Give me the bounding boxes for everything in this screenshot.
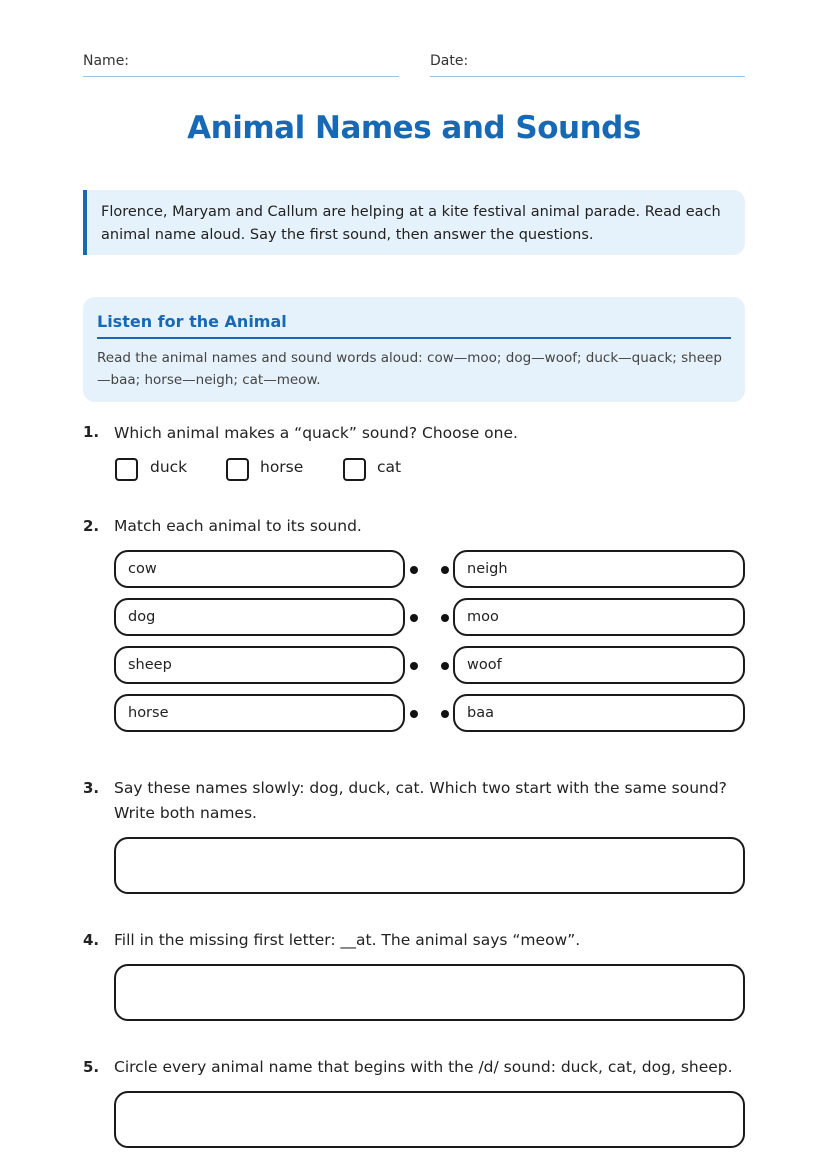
listen-body: Read the animal names and sound words aloud: cow—moo; dog—woof; duck—quack; sheep—baa; horse—neigh; cat—meow. [97,350,722,388]
q5-answer-box[interactable] [114,1091,745,1148]
match-right-woof: woof [453,646,745,684]
match-right-baa: baa [453,694,745,732]
q1-option-duck: duck [150,458,188,476]
q1-checkbox-duck[interactable] [115,458,138,481]
q2-text: Match each animal to its sound. [114,517,362,535]
intro-text: Florence, Maryam and Callum are helping at a kite festival animal parade. Read each animal name aloud. Say the first sound, then answer the questions. [101,204,721,243]
q1-option-horse: horse [260,458,304,476]
match-right-dot[interactable] [441,614,449,622]
q3-text: Say these names slowly: dog, duck, cat. Which two start with the same sound? Write both names. [114,779,727,822]
q1-checkbox-horse[interactable] [226,458,249,481]
match-right-dot[interactable] [441,710,449,718]
date-line[interactable] [430,76,745,77]
q5-number: 5. [83,1058,100,1076]
q1-checkbox-cat[interactable] [343,458,366,481]
date-label: Date: [430,53,469,69]
match-right-neigh: neigh [453,550,745,588]
name-label: Name: [83,53,130,69]
match-right-dot[interactable] [441,566,449,574]
q3-answer-box[interactable] [114,837,745,894]
q1-text: Which animal makes a “quack” sound? Choose one. [114,424,518,442]
match-left-dot[interactable] [410,710,418,718]
name-line[interactable] [83,76,399,77]
match-right-moo: moo [453,598,745,636]
match-left-dog: dog [114,598,405,636]
match-left-cow: cow [114,550,405,588]
intro-box [83,190,745,255]
match-left-horse: horse [114,694,405,732]
q2-number: 2. [83,517,100,535]
match-left-dot[interactable] [410,614,418,622]
q1-option-cat: cat [377,458,402,476]
match-left-dot[interactable] [410,662,418,670]
q4-text: Fill in the missing first letter: __at. The animal says “meow”. [114,931,581,949]
q4-number: 4. [83,931,100,949]
q4-answer-box[interactable] [114,964,745,1021]
q1-number: 1. [83,423,100,441]
match-right-dot[interactable] [441,662,449,670]
match-left-dot[interactable] [410,566,418,574]
q3-number: 3. [83,779,100,797]
match-left-sheep: sheep [114,646,405,684]
listen-panel [83,297,745,402]
listen-title: Listen for the Animal [97,312,731,339]
q5-text: Circle every animal name that begins with the /d/ sound: duck, cat, dog, sheep. [114,1058,733,1076]
page-title: Animal Names and Sounds [187,110,641,146]
